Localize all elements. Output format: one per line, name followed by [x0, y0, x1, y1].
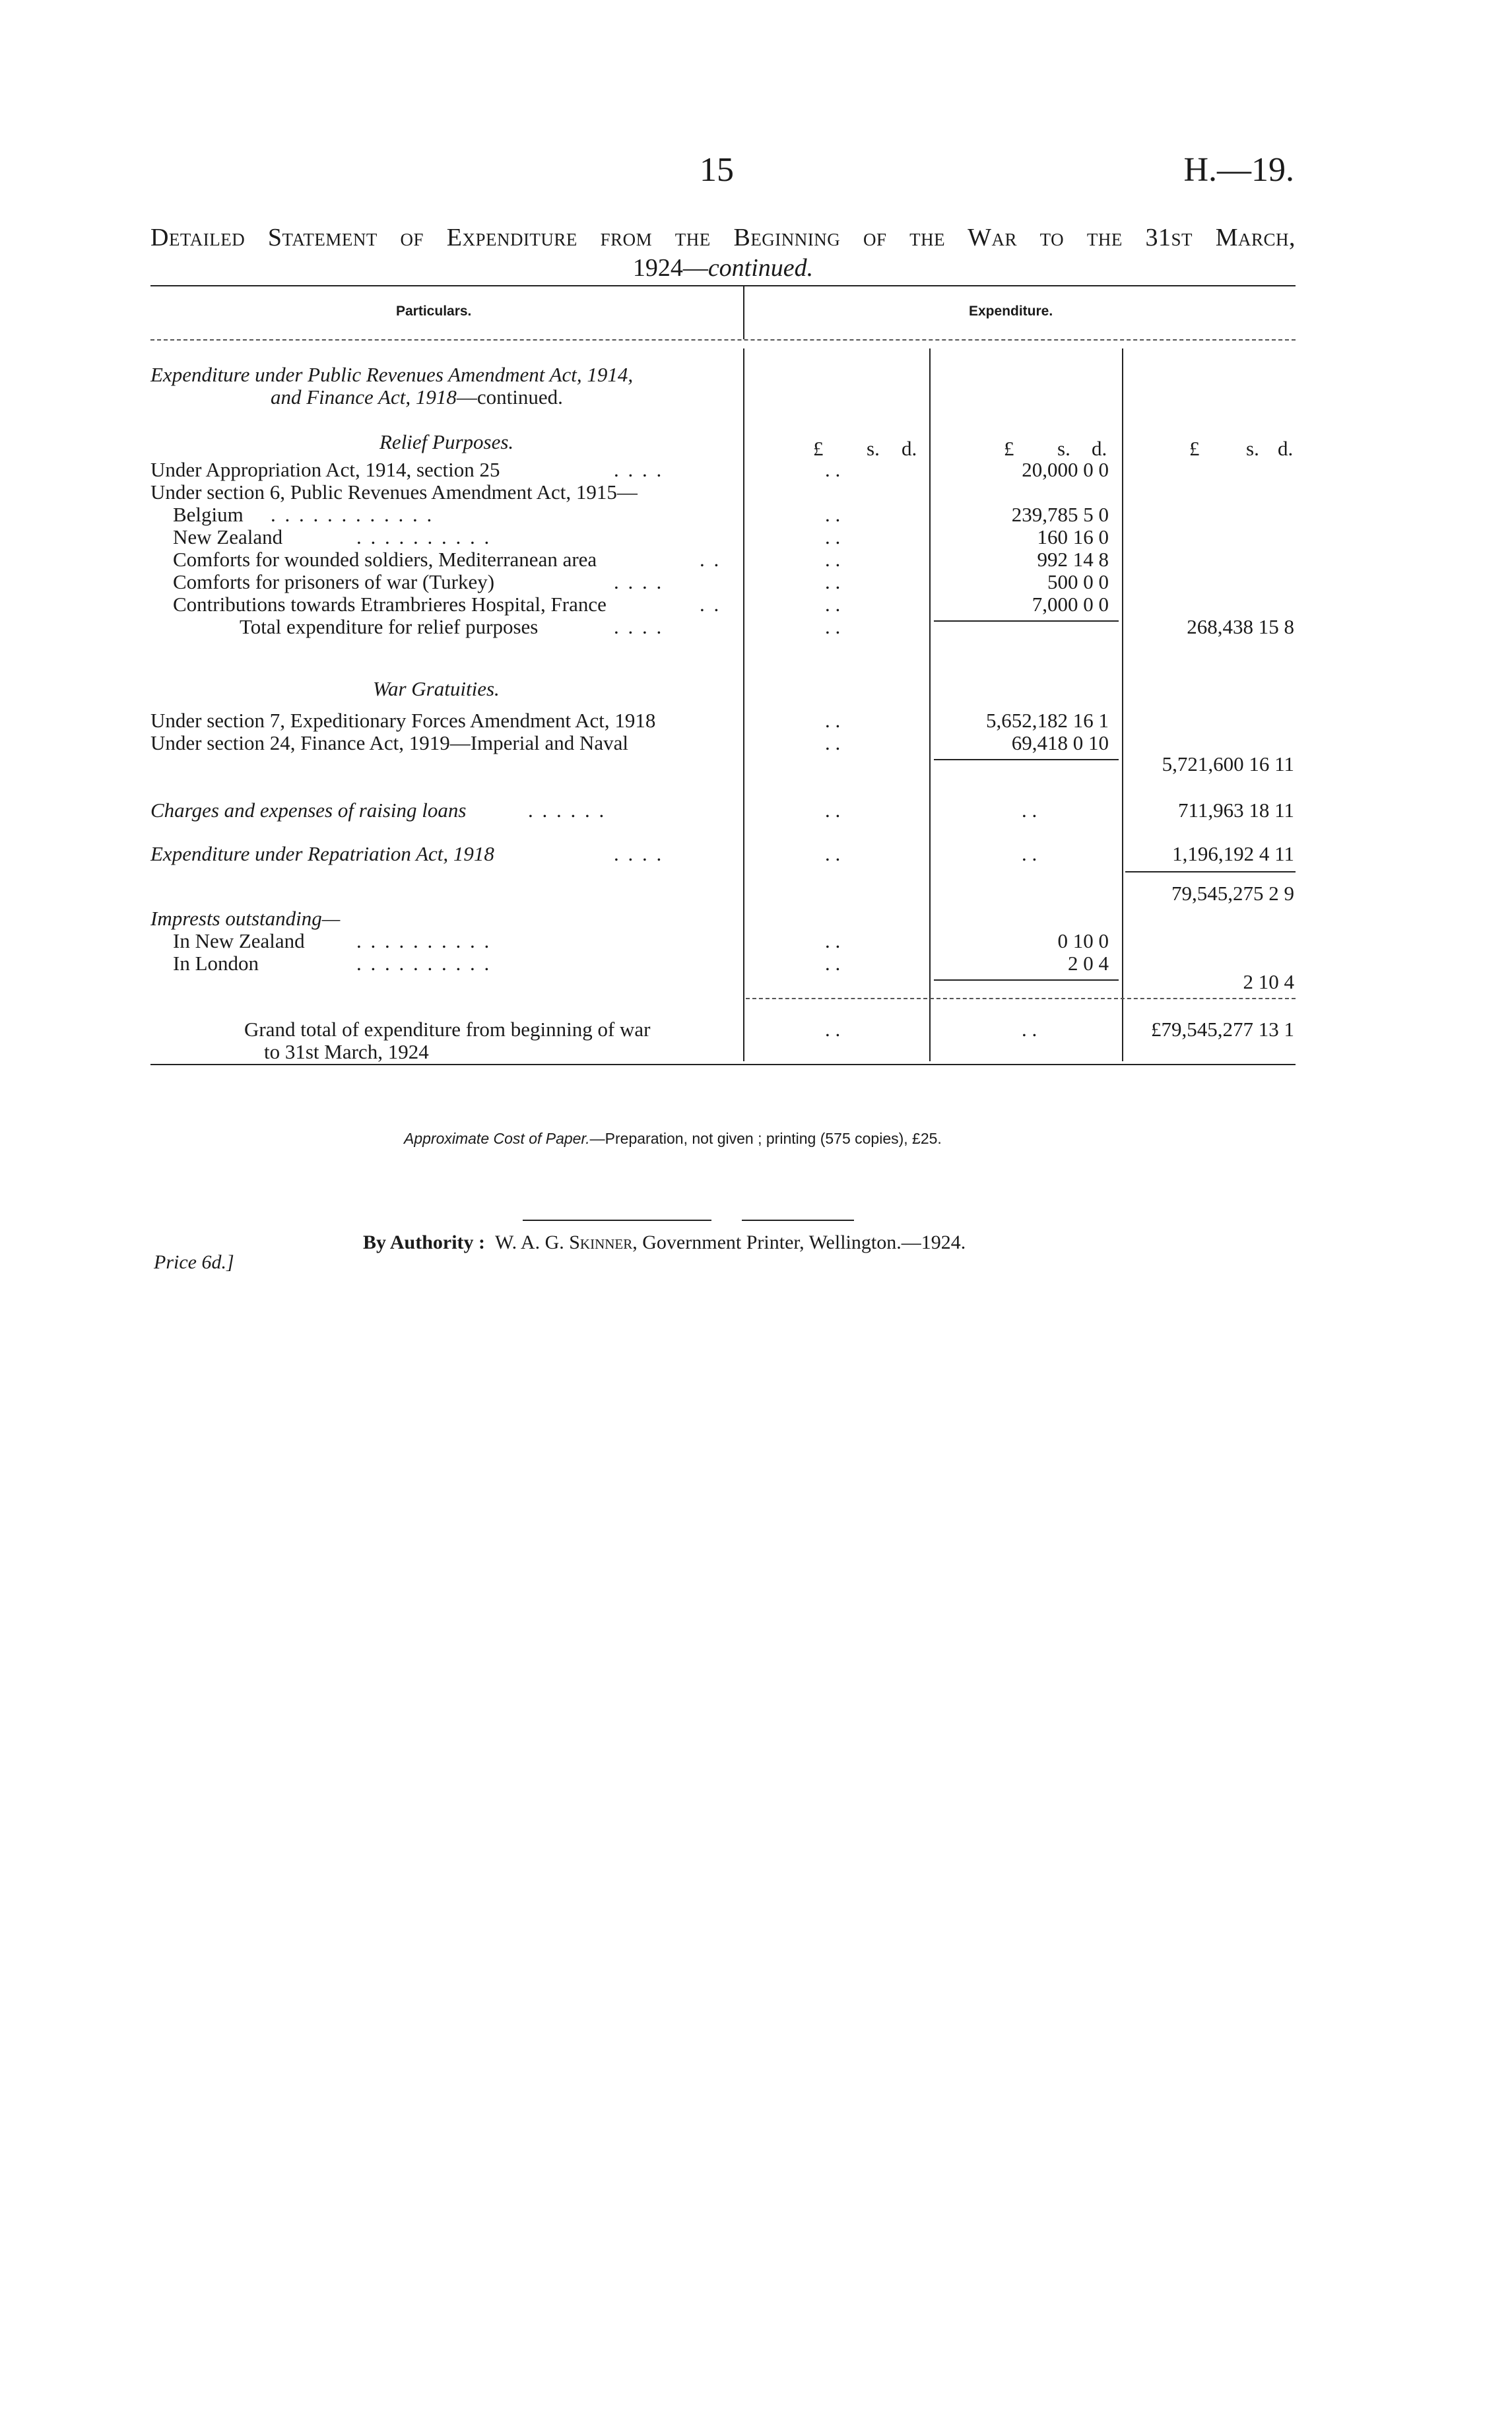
- page-number: 15: [700, 151, 734, 189]
- war-subtotal-rule: [934, 759, 1119, 760]
- relief-row-label: Under Appropriation Act, 1914, section 25: [150, 458, 500, 481]
- leader-dots: . . . .: [614, 458, 664, 481]
- currency-shilling-col3: s.: [1246, 437, 1259, 460]
- footer-rule-left: [523, 1220, 711, 1221]
- relief-row-col1: . .: [825, 570, 841, 593]
- statement-title-line1: Detailed Statement of Expenditure from the Beginning of the War to the 31st March,: [150, 224, 1296, 251]
- relief-row-amount: 7,000 0 0: [1032, 593, 1109, 616]
- subtotal-amount: 79,545,275 2 9: [1171, 882, 1294, 905]
- section-heading-finance-act: [271, 385, 563, 409]
- imprests-heading: Imprests outstanding—: [150, 907, 341, 930]
- printer-name: W. A. G. Skinner: [495, 1232, 633, 1253]
- section-heading-public-revenues: Expenditure under Public Revenues Amendment Act, 1914,: [150, 363, 634, 386]
- war-row-amount: 69,418 0 10: [1011, 731, 1109, 754]
- relief-row-col1: . .: [825, 615, 841, 638]
- leader-dots: . . . .: [614, 615, 664, 638]
- relief-row-label: Comforts for prisoners of war (Turkey): [173, 570, 495, 593]
- imprest-row-col1: . .: [825, 952, 841, 975]
- imprest-row-amount: 2 0 4: [1068, 952, 1109, 975]
- leader-dots: . .: [700, 593, 721, 616]
- continued-label: —continued.: [456, 385, 563, 409]
- authority-lead: By Authority :: [363, 1232, 486, 1253]
- war-row-amount: 5,652,182 16 1: [986, 709, 1109, 732]
- relief-row-col1: . .: [825, 458, 841, 481]
- grand-total-label-line1: Grand total of expenditure from beginning of war: [244, 1018, 651, 1041]
- cost-details: —Preparation, not given ; printing (575 copies), £25.: [589, 1130, 942, 1147]
- grand-total-amount: £79,545,277 13 1: [1151, 1018, 1294, 1041]
- repatriation-amount: 1,196,192 4 11: [1172, 842, 1294, 865]
- relief-row-label: Under section 6, Public Revenues Amendment Act, 1915—: [150, 480, 638, 504]
- relief-row-col1: . .: [825, 525, 841, 548]
- printer-details: , Government Printer, Wellington.—1924.: [632, 1232, 966, 1253]
- title-year: 1924—: [632, 254, 708, 282]
- imprest-row-label: In London: [173, 952, 259, 975]
- relief-row-col1: . .: [825, 548, 841, 571]
- war-row-label: Under section 7, Expeditionary Forces Amendment Act, 1918: [150, 709, 656, 732]
- war-total-amount: 5,721,600 16 11: [1162, 752, 1294, 775]
- relief-row-label: Belgium: [173, 503, 244, 526]
- finance-act-label: and Finance Act, 1918: [271, 385, 457, 409]
- war-gratuities-heading: War Gratuities.: [373, 677, 500, 700]
- printer-authority: [363, 1232, 966, 1254]
- relief-subtotal-rule: [934, 620, 1119, 622]
- column-header-expenditure: Expenditure.: [969, 304, 1053, 319]
- currency-shilling-col2: s.: [1057, 437, 1070, 460]
- column-divider-1: [743, 348, 744, 1061]
- currency-shilling-col1: s.: [867, 437, 880, 460]
- cost-label: Approximate Cost of Paper.: [404, 1130, 590, 1147]
- currency-pence-col3: d.: [1278, 437, 1294, 460]
- grand-total-col2: . .: [1022, 1018, 1037, 1041]
- leader-dots: . . . . . . . . . . . .: [271, 503, 434, 526]
- currency-pence-col2: d.: [1092, 437, 1107, 460]
- footer-rule-right: [742, 1220, 854, 1221]
- relief-total-amount: 268,438 15 8: [1187, 615, 1294, 638]
- charges-col1: . .: [825, 799, 841, 822]
- relief-row-col1: . .: [825, 503, 841, 526]
- subtotal-rule: [1125, 871, 1296, 872]
- document-reference: H.—19.: [1183, 151, 1294, 189]
- relief-row-amount: 239,785 5 0: [1011, 503, 1109, 526]
- leader-dots: . . . .: [614, 842, 664, 865]
- charges-label: Charges and expenses of raising loans: [150, 799, 467, 822]
- charges-amount: 711,963 18 11: [1178, 799, 1294, 822]
- currency-pound-col3: £: [1189, 437, 1200, 460]
- relief-row-amount: 160 16 0: [1037, 525, 1109, 548]
- leader-dots: . . . . . . . . . .: [356, 525, 492, 548]
- price-note: Price 6d.]: [154, 1251, 234, 1273]
- imprest-row-col1: . .: [825, 929, 841, 952]
- currency-pound-col1: £: [813, 437, 824, 460]
- column-divider-3: [1122, 348, 1123, 1061]
- relief-row-amount: 500 0 0: [1047, 570, 1109, 593]
- repatriation-label: Expenditure under Repatriation Act, 1918: [150, 842, 494, 865]
- repatriation-col2: . .: [1022, 842, 1037, 865]
- repatriation-col1: . .: [825, 842, 841, 865]
- relief-row-col1: . .: [825, 593, 841, 616]
- header-divider: [743, 286, 744, 339]
- war-row-col1: . .: [825, 731, 841, 754]
- grand-total-label-line2: to 31st March, 1924: [264, 1040, 429, 1063]
- grand-total-top-rule: [746, 998, 1296, 999]
- column-divider-2: [929, 348, 931, 1061]
- leader-dots: . . . . . .: [528, 799, 607, 822]
- leader-dots: . .: [700, 548, 721, 571]
- cost-of-paper-note: [404, 1130, 942, 1148]
- leader-dots: . . . .: [614, 570, 664, 593]
- leader-dots: . . . . . . . . . .: [356, 952, 492, 975]
- relief-row-label: Comforts for wounded soldiers, Mediterranean area: [173, 548, 597, 571]
- leader-dots: . . . . . . . . . .: [356, 929, 492, 952]
- imprest-row-amount: 0 10 0: [1057, 929, 1109, 952]
- currency-pound-col2: £: [1004, 437, 1014, 460]
- imprests-subtotal-rule: [934, 979, 1119, 981]
- table-top-rule: [150, 285, 1296, 286]
- war-row-col1: . .: [825, 709, 841, 732]
- column-header-particulars: Particulars.: [396, 304, 472, 319]
- relief-row-amount: 20,000 0 0: [1022, 458, 1109, 481]
- imprest-row-label: In New Zealand: [173, 929, 305, 952]
- imprests-total-amount: 2 10 4: [1243, 970, 1294, 993]
- table-bottom-rule: [150, 1064, 1296, 1065]
- grand-total-col1: . .: [825, 1018, 841, 1041]
- relief-total-label: Total expenditure for relief purposes: [240, 615, 539, 638]
- relief-row-amount: 992 14 8: [1037, 548, 1109, 571]
- relief-row-label: New Zealand: [173, 525, 283, 548]
- relief-purposes-heading: Relief Purposes.: [379, 430, 514, 453]
- charges-col2: . .: [1022, 799, 1037, 822]
- currency-pence-col1: d.: [902, 437, 917, 460]
- statement-title-line2: [150, 253, 1296, 282]
- title-continued: continued.: [707, 254, 814, 282]
- relief-row-label: Contributions towards Etrambrieres Hospital, France: [173, 593, 607, 616]
- war-row-label: Under section 24, Finance Act, 1919—Imperial and Naval: [150, 731, 628, 754]
- header-bottom-rule: [150, 339, 1296, 341]
